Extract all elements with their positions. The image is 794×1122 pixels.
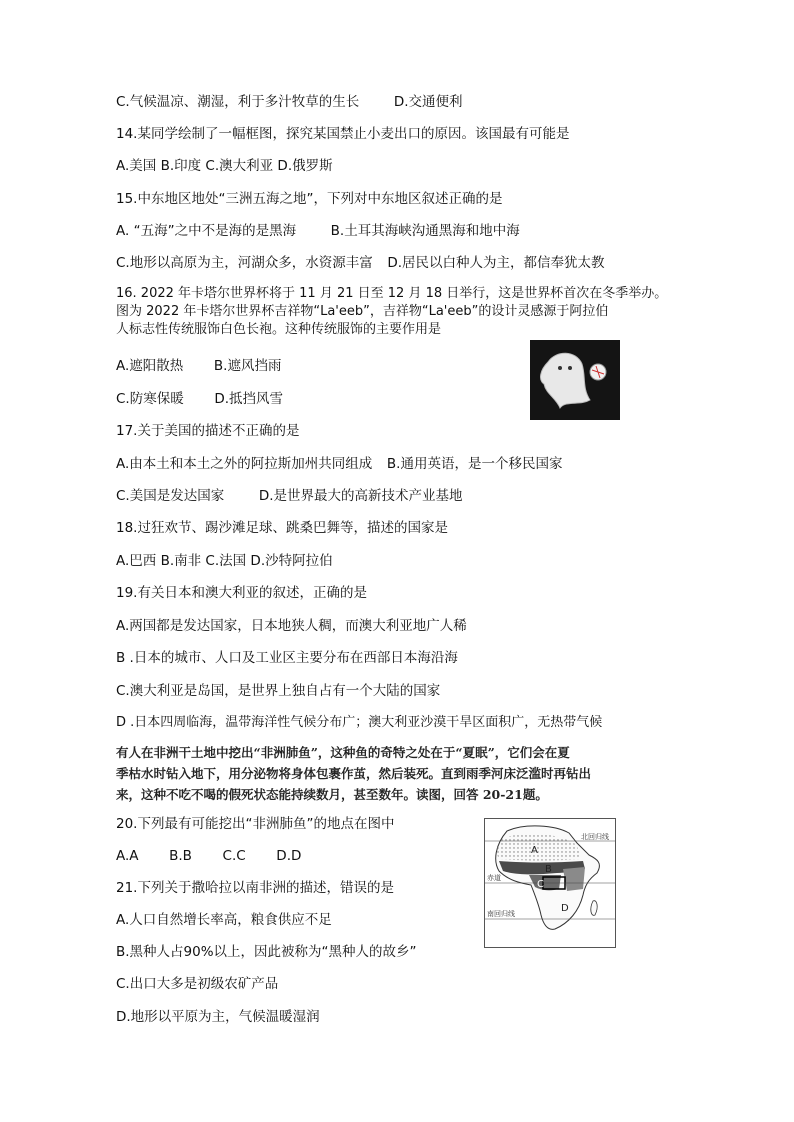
north-tropic-label: 北回归线 <box>581 833 609 841</box>
q16-stem-line3: 人标志性传统服饰白色长袍。这种传统服饰的主要作用是 <box>116 322 442 337</box>
q20-option-d: D.D <box>276 848 302 864</box>
q19-stem: 19.有关日本和澳大利亚的叙述，正确的是 <box>116 585 367 601</box>
map-label-a: A <box>531 845 538 856</box>
q13-option-d: D.交通便利 <box>393 94 463 110</box>
q16-options-cd <box>116 389 283 409</box>
q13-option-c: C.气候温凉、潮湿，利于多汁牧草的生长 <box>116 94 360 110</box>
q15-option-b: B.土耳其海峡沟通黑海和地中海 <box>330 223 520 239</box>
q15-options-cd <box>116 253 605 273</box>
south-tropic-label: 南回归线 <box>487 910 515 918</box>
q20-stem: 20.下列最有可能挖出“非洲肺鱼”的地点在图中 <box>116 816 395 832</box>
q18-options: A.巴西 B.南非 C.法国 D.沙特阿拉伯 <box>116 553 333 569</box>
q17-option-b: B.通用英语，是一个移民国家 <box>386 456 563 472</box>
q16-option-c: C.防寒保暖 <box>116 391 184 407</box>
q16-stem <box>116 285 706 339</box>
q19-option-a: A.两国都是发达国家，日本地狭人稠，而澳大利亚地广人稀 <box>116 618 467 634</box>
passage-line-2: 季枯水时钻入地下，用分泌物将身体包裹作茧，然后装死。直到雨季河床泛滥时再钻出 <box>116 766 592 781</box>
q21-option-b: B.黑种人占90%以上，因此被称为“黑种人的故乡” <box>116 944 417 960</box>
q21-option-c: C.出口大多是初级农矿产品 <box>116 976 279 992</box>
map-label-d: D <box>561 903 569 914</box>
q19-option-c: C.澳大利亚是岛国，是世界上独自占有一个大陆的国家 <box>116 683 441 699</box>
mascot-image <box>530 340 620 420</box>
passage-line-1: 有人在非洲干土地中挖出“非洲肺鱼”，这种鱼的奇特之处在于“夏眠”，它们会在夏 <box>116 745 570 760</box>
q16-options-ab <box>116 356 281 376</box>
q16-option-a: A.遮阳散热 <box>116 358 184 374</box>
q21-option-a: A.人口自然增长率高，粮食供应不足 <box>116 912 332 928</box>
q20-option-b: B.B <box>169 848 192 864</box>
q14-options: A.美国 B.印度 C.澳大利亚 D.俄罗斯 <box>116 158 333 174</box>
map-label-c: C <box>537 879 544 890</box>
q21-option-d: D.地形以平原为主，气候温暖湿润 <box>116 1009 320 1025</box>
africa-map <box>484 818 616 948</box>
equator-label: 赤道 <box>487 874 501 882</box>
q21-stem: 21.下列关于撒哈拉以南非洲的描述，错误的是 <box>116 880 394 896</box>
q17-options-ab <box>116 454 562 474</box>
q17-option-a: A.由本土和本土之外的阿拉斯加州共同组成 <box>116 456 373 472</box>
q15-options-ab <box>116 221 520 241</box>
q13-options <box>116 92 463 112</box>
q16-stem-line1: 16. 2022 年卡塔尔世界杯将于 11 月 21 日至 12 月 18 日举行，这是世界杯首次在冬季举办。 <box>116 286 668 301</box>
q15-option-a: A. “五海”之中不是海的是黑海 <box>116 223 297 239</box>
q15-stem: 15.中东地区地处“三洲五海之地”，下列对中东地区叙述正确的是 <box>116 191 503 207</box>
q20-option-a: A.A <box>116 848 139 864</box>
q17-options-cd <box>116 486 463 506</box>
q17-stem: 17.关于美国的描述不正确的是 <box>116 423 300 439</box>
q15-option-d: D.居民以白种人为主，都信奉犹太教 <box>387 255 605 271</box>
reading-passage <box>116 742 676 805</box>
mascot-illustration <box>530 340 620 420</box>
africa-map-svg <box>485 819 615 947</box>
q19-option-b: B .日本的城市、人口及工业区主要分布在西部日本海沿海 <box>116 650 458 666</box>
q19-option-d: D .日本四周临海，温带海洋性气候分布广；澳大利亚沙漠干旱区面积广，无热带气候 <box>116 715 603 730</box>
q17-option-c: C.美国是发达国家 <box>116 488 225 504</box>
q20-option-c: C.C <box>222 848 246 864</box>
q20-options <box>116 846 301 866</box>
passage-line-3: 来，这种不吃不喝的假死状态能持续数月，甚至数年。读图，回答 20-21题。 <box>116 787 548 802</box>
q16-option-b: B.遮风挡雨 <box>213 358 282 374</box>
map-label-b: B <box>545 864 552 875</box>
q16-option-d: D.抵挡风雪 <box>214 391 283 407</box>
q16-stem-line2: 图为 2022 年卡塔尔世界杯吉祥物“La'eeb”，吉祥物“La'eeb”的设计灵感源于阿拉伯 <box>116 304 609 319</box>
q18-stem: 18.过狂欢节、踢沙滩足球、跳桑巴舞等，描述的国家是 <box>116 520 448 536</box>
q14-stem: 14.某同学绘制了一幅框图，探究某国禁止小麦出口的原因。该国最有可能是 <box>116 126 570 142</box>
q17-option-d: D.是世界最大的高新技术产业基地 <box>258 488 463 504</box>
q15-option-c: C.地形以高原为主，河湖众多，水资源丰富 <box>116 255 373 271</box>
